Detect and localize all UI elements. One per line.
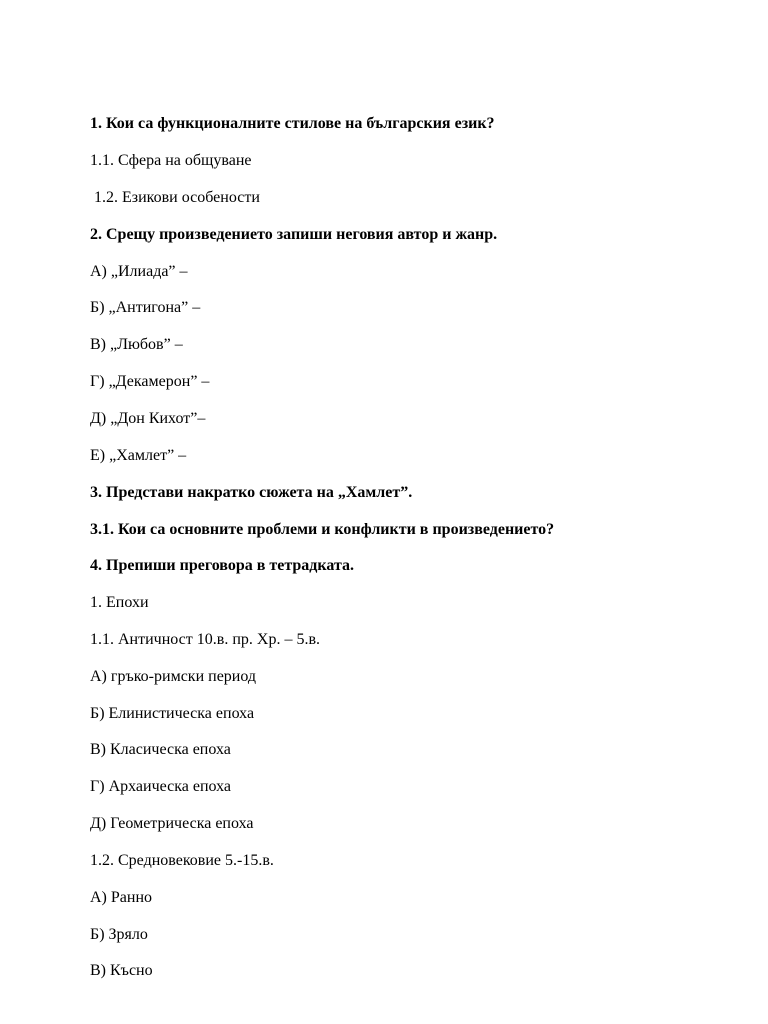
question-2-item-e: Д) „Дон Кихот”– [90,410,206,427]
question-2-item-c: В) „Любов” – [90,336,183,353]
antiquity-item-a: А) гръко-римски период [90,668,257,685]
question-4-heading: 4. Препиши преговора в тетрадката. [90,557,354,574]
antiquity-item-e: Д) Геометрическа епоха [90,815,254,832]
review-epochs-heading: 1. Епохи [90,594,149,611]
question-2-heading: 2. Срещу произведението запиши неговия автор и жанр. [90,226,498,243]
antiquity-item-d: Г) Архаическа епоха [90,778,232,795]
question-1-heading: 1. Кои са функционалните стилове на българския език? [90,115,495,132]
review-antiquity-heading: 1.1. Античност 10.в. пр. Хр. – 5.в. [90,631,320,648]
question-2-item-a: А) „Илиада” – [90,263,188,280]
antiquity-item-b: Б) Елинистическа епоха [90,705,255,722]
question-3-heading: 3. Представи накратко сюжета на „Хамлет”. [90,484,413,501]
question-3-1-heading: 3.1. Кои са основните проблеми и конфликти в произведението? [90,521,555,538]
question-1-item-2: 1.2. Езикови особености [90,189,260,206]
question-2-item-d: Г) „Декамерон” – [90,373,210,390]
antiquity-item-c: В) Класическа епоха [90,741,231,758]
question-2-item-f: Е) „Хамлет” – [90,447,187,464]
review-middle-ages-heading: 1.2. Средновековие 5.-15.в. [90,852,274,869]
middle-ages-item-c: В) Късно [90,962,153,979]
middle-ages-item-a: А) Ранно [90,889,153,906]
middle-ages-item-b: Б) Зряло [90,926,148,943]
question-1-item-1: 1.1. Сфера на общуване [90,152,252,169]
question-2-item-b: Б) „Антигона” – [90,299,201,316]
